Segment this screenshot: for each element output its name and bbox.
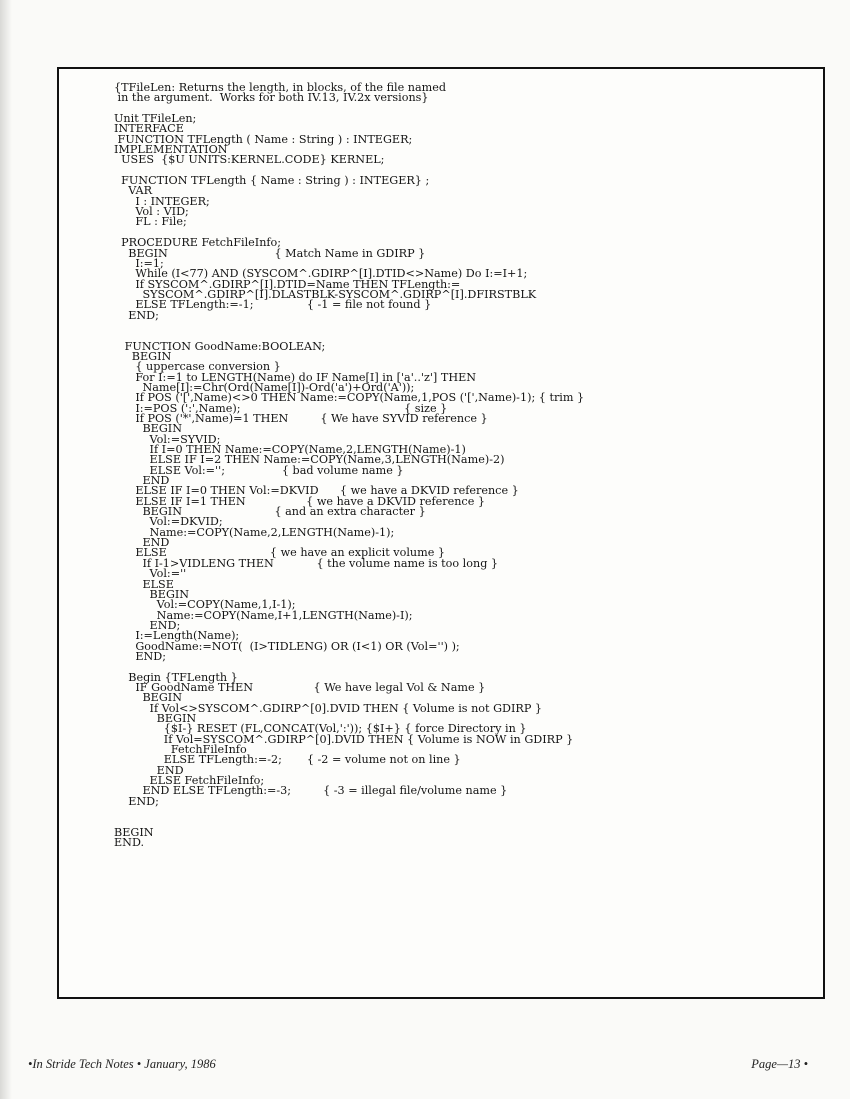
page-edge-shadow [0,0,12,1099]
code-listing: {TFileLen: Returns the length, in blocks, of the file named in the argument. Works for both IV.13, IV.2x versions} Unit TFileLen; INTERFACE FUNCTION TFLength ( Name : String ) : INTEGER; IMPLEMENTATION USES {$U UNITS:KERNEL.CODE} KERNEL; FUNCTION TFLength { Name : String ) : INTEGER} ; VAR I : INTEGER; Vol : VID; FL : File; PROCEDURE FetchFileInfo; BEGIN { Match Name in GDIRP } I:=1; While (I<77) AND (SYSCOM^.GDIRP^[I].DTID<>Name) Do I:=I+1; If SYSCOM^.GDIRP^[I].DTID=Name THEN TFLength:= SYSCOM^.GDIRP^[I].DLASTBLK-SYSCOM^.GDIRP^[I].DFIRSTBLK ELSE TFLength:=-1; { -1 = file not found } END; FUNCTION GoodName:BOOLEAN; BEGIN { uppercase conversion } For I:=1 to LENGTH(Name) do IF Name[I] in ['a'..'z'] THEN Name[I]:=Chr(Ord(Name[I])-Ord('a')+Ord('A')); If POS ('[',Name)<>0 THEN Name:=COPY(Name,1,POS ('[',Name)-1); { trim } I:=POS (':',Name); { size } If POS ('*',Name)=1 THEN { We have SYVID reference } BEGIN Vol:=SYVID; If I=0 THEN Name:=COPY(Name,2,LENGTH(Name)-1) ELSE IF I=2 THEN Name:=COPY(Name,3,LENGTH(Name)-2) ELSE Vol:=''; { bad volume name } END ELSE IF I=0 THEN Vol:=DKVID { we have a DKVID reference } ELSE IF I=1 THEN { we have a DKVID reference } BEGIN { and an extra character } Vol:=DKVID; Name:=COPY(Name,2,LENGTH(Name)-1); END ELSE { we have an explicit volume } If I-1>VIDLENG THEN { the volume name is too long } Vol:='' ELSE BEGIN Vol:=COPY(Name,1,I-1); Name:=COPY(Name,I+1,LENGTH(Name)-I); END; I:=Length(Name); GoodName:=NOT( (I>TIDLENG) OR (I<1) OR (Vol='') ); END; Begin {TFLength } IF GoodName THEN { We have legal Vol & Name } BEGIN If Vol<>SYSCOM^.GDIRP^[0].DVID THEN { Volume is not GDIRP } BEGIN {$I-} RESET (FL,CONCAT(Vol,':')); {$I+} { force Directory in } If Vol=SYSCOM^.GDIRP^[0].DVID THEN { Volume is NOW in GDIRP } FetchFileInfo ELSE TFLength:=-2; { -2 = volume not on line } END ELSE FetchFileInfo; END ELSE TFLength:=-3; { -3 = illegal file/volume name } END; BEGIN END. [114,81,585,850]
code-listing-box [57,67,825,999]
footer-publication: •In Stride Tech Notes • January, 1986 [28,1057,216,1071]
footer-page-number: Page—13 • [751,1057,808,1071]
